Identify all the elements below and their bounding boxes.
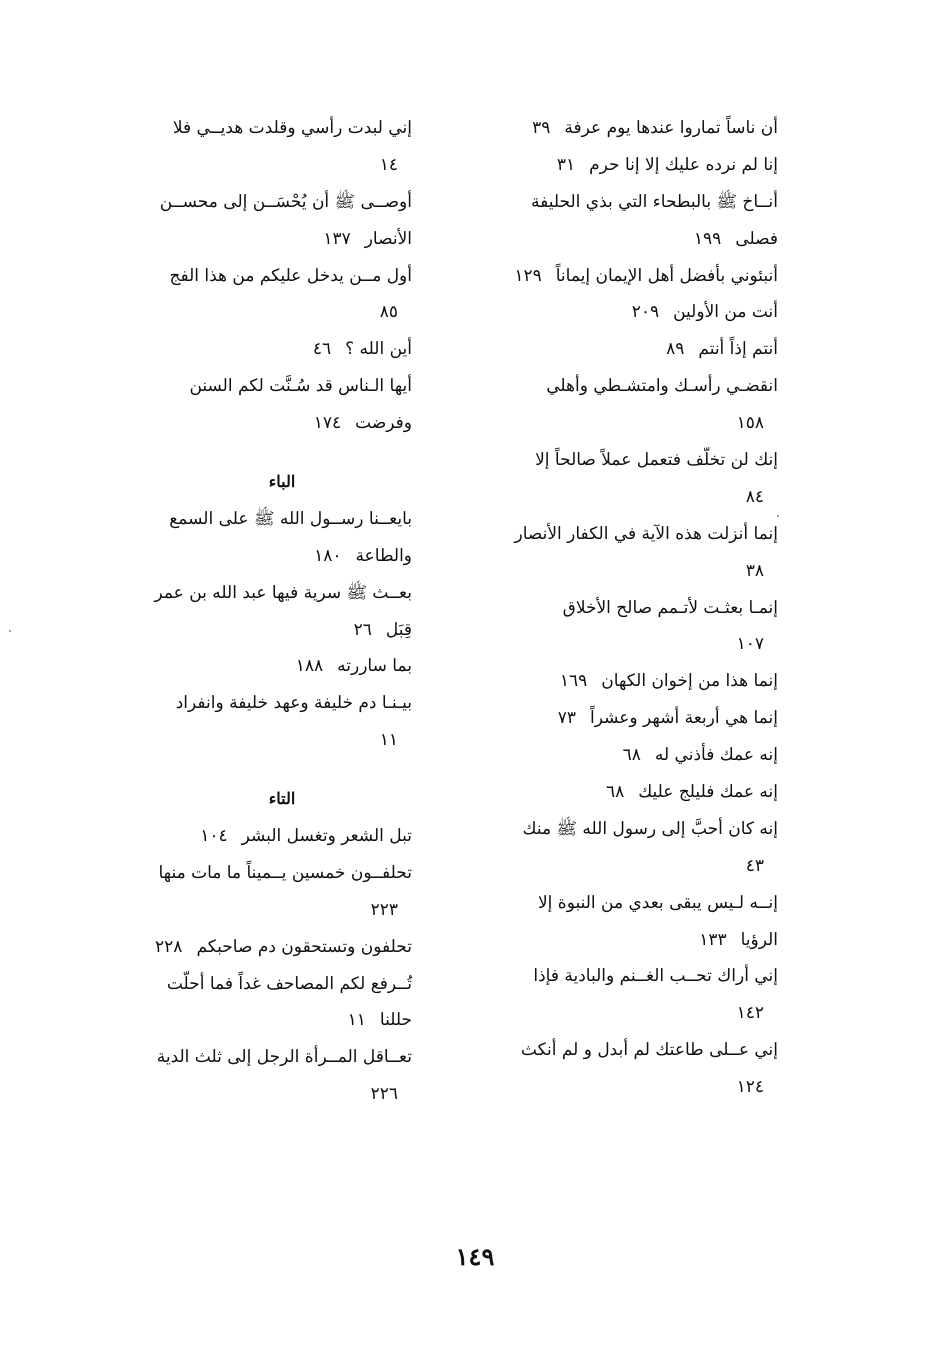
entry-text: إنا لم نرده عليك إلا إنا حرم bbox=[589, 154, 778, 175]
page-reference: ١٣٧ bbox=[323, 228, 351, 249]
index-entry bbox=[518, 294, 778, 331]
index-entry bbox=[518, 553, 778, 590]
entry-text: أنــاخ ﷺ بالبطحاء التي بذي الحليفة bbox=[531, 191, 778, 212]
page-reference: ١٨٨ bbox=[295, 656, 324, 677]
page-reference: ١٦٩ bbox=[559, 671, 588, 692]
index-entry bbox=[152, 405, 412, 442]
entry-text: أول مــن يدخل عليكم من هذا الفج bbox=[169, 265, 412, 286]
index-entry bbox=[518, 405, 778, 442]
index-entry bbox=[152, 575, 412, 612]
entry-text: تحلفون وتستحقون دم صاحبكم bbox=[196, 936, 412, 957]
page-reference: ١٩٩ bbox=[693, 228, 722, 249]
index-entry bbox=[518, 1069, 778, 1106]
right-column bbox=[514, 110, 778, 1106]
scan-speck bbox=[9, 630, 11, 632]
index-entry bbox=[152, 818, 412, 855]
entry-text: أوصــى ﷺ أن يُحْسَــن إلى محســن bbox=[159, 191, 412, 212]
index-entry bbox=[152, 966, 412, 1003]
entry-text: الأنصار bbox=[364, 228, 412, 249]
index-entry bbox=[518, 479, 778, 516]
page-reference: ١٧٤ bbox=[313, 413, 342, 434]
entry-text: وفرضت bbox=[355, 413, 412, 434]
page-reference: ١١ bbox=[379, 730, 398, 751]
entry-text: أيها الـناس قد سُـنَّت لكم السنن bbox=[189, 376, 412, 397]
index-entry bbox=[152, 648, 412, 685]
index-entry bbox=[152, 929, 412, 966]
entry-text: فصلى bbox=[735, 228, 778, 249]
index-entry bbox=[518, 590, 778, 627]
page-reference: ١٥٨ bbox=[736, 413, 764, 434]
index-entry bbox=[152, 538, 412, 575]
index-entry bbox=[518, 147, 778, 184]
page-reference: ٣٩ bbox=[532, 118, 551, 138]
page-reference: ١٢٩ bbox=[514, 265, 542, 286]
entry-text: أين الله ؟ bbox=[345, 339, 412, 360]
entry-text: الرؤيا bbox=[740, 929, 778, 950]
entry-text: والطاعة bbox=[355, 545, 412, 566]
entry-text: إنما هي أربعة أشهر وعشراً bbox=[590, 708, 778, 729]
entry-text: إنه عمك فأذني له bbox=[654, 745, 778, 766]
entry-text: إنك لن تخلّف فتعمل عملاً صالحاً إلا bbox=[535, 450, 778, 471]
page-reference: ١٨٠ bbox=[314, 545, 342, 566]
index-entry bbox=[518, 184, 778, 221]
entry-text: حللنا bbox=[379, 1010, 412, 1031]
index-entry bbox=[518, 663, 778, 700]
index-entry bbox=[152, 855, 412, 892]
left-column-alif-continued bbox=[152, 110, 412, 442]
index-entry bbox=[518, 110, 778, 147]
entry-text: تُــرفع لكم المصاحف غداً فما أحلّت bbox=[166, 973, 412, 994]
index-entry bbox=[152, 147, 412, 184]
index-entry bbox=[152, 722, 412, 759]
page-reference: ٨٥ bbox=[379, 302, 398, 323]
page-reference: ٦٨ bbox=[605, 782, 625, 803]
index-entry bbox=[152, 1002, 412, 1039]
section-heading-ta: التاء bbox=[268, 789, 296, 809]
entry-text: أنبئوني بأفضل أهل الإيمان إيماناً bbox=[555, 265, 778, 286]
page-reference: ٨٩ bbox=[666, 339, 685, 360]
index-entry bbox=[518, 368, 778, 405]
page-reference: ٦٨ bbox=[622, 745, 641, 766]
index-entry bbox=[518, 700, 778, 737]
section-ba-list bbox=[152, 501, 412, 759]
page-reference: ٧٣ bbox=[557, 708, 576, 729]
page-reference: ٣٨ bbox=[745, 560, 764, 581]
index-entry bbox=[514, 258, 778, 295]
index-entry bbox=[152, 685, 412, 722]
entry-text: أن ناساً تماروا عندها يوم عرفة bbox=[564, 118, 778, 138]
entry-text: إني لبدت رأسي وقلدت هديــي فلا bbox=[172, 118, 412, 138]
page-reference: ١١ bbox=[347, 1010, 366, 1031]
page-reference: ٢٦ bbox=[353, 619, 372, 640]
index-entry bbox=[152, 1076, 412, 1113]
entry-text: بما ساررته bbox=[337, 656, 412, 677]
index-entry bbox=[518, 958, 778, 995]
entry-text: إنــه لـيس يبقى بعدي من النبوة إلا bbox=[537, 892, 778, 913]
section-ta-list bbox=[152, 818, 412, 1113]
index-entry bbox=[518, 995, 778, 1032]
index-entry bbox=[518, 811, 778, 848]
index-entry bbox=[152, 221, 412, 258]
page-reference: ٣١ bbox=[556, 154, 576, 175]
page-reference: ١٠٤ bbox=[200, 826, 228, 847]
entry-text: إنما هذا من إخوان الكهان bbox=[601, 671, 778, 692]
entry-text: بيـنـا دم خليفة وعهد خليفة وانفراد bbox=[175, 693, 412, 714]
page-reference: ٢٢٦ bbox=[370, 1084, 398, 1105]
index-entry bbox=[152, 294, 412, 331]
entry-text: بعــث ﷺ سرية فيها عبد الله بن عمر bbox=[154, 582, 412, 603]
page-reference: ٢٠٩ bbox=[631, 302, 660, 323]
index-entry bbox=[514, 516, 778, 553]
entry-text: بايعــنا رســول الله ﷺ على السمع bbox=[169, 508, 412, 529]
index-entry bbox=[518, 737, 778, 774]
left-column bbox=[152, 110, 412, 1113]
index-entry bbox=[152, 331, 412, 368]
index-entry bbox=[518, 442, 778, 479]
page-reference: ١٤ bbox=[379, 154, 398, 175]
page-reference: ١٠٧ bbox=[736, 634, 764, 655]
entry-text: إنما أنزلت هذه الآية في الكفار الأنصار bbox=[514, 523, 778, 544]
entry-text: إني عــلى طاعتك لم أبدل و لم أنكث bbox=[520, 1040, 778, 1061]
index-entry bbox=[152, 258, 412, 295]
entry-text: إنه كان أحبَّ إلى رسول الله ﷺ منك bbox=[522, 818, 778, 839]
index-entry bbox=[518, 626, 778, 663]
entry-text: إني أراك تحــب الغــنم والبادية فإذا bbox=[533, 966, 778, 987]
index-entry bbox=[152, 612, 412, 649]
index-entry bbox=[518, 1032, 778, 1069]
index-entry bbox=[518, 221, 778, 258]
index-entry bbox=[518, 922, 778, 959]
page-number: ١٤٩ bbox=[455, 1242, 495, 1271]
index-entry bbox=[518, 885, 778, 922]
entry-text: انقضـي رأسـك وامتشـطي وأهلي bbox=[546, 376, 778, 397]
page-reference: ٢٢٨ bbox=[155, 936, 183, 957]
entry-text: إنمـا بعثـت لأتـمم صالح الأخلاق bbox=[562, 597, 778, 618]
index-entry bbox=[518, 774, 778, 811]
page-reference: ٢٢٣ bbox=[370, 899, 398, 920]
index-entry bbox=[152, 184, 412, 221]
entry-text: قِبَل bbox=[385, 619, 412, 640]
index-entry bbox=[152, 368, 412, 405]
index-entry bbox=[152, 110, 412, 147]
page-reference: ٤٦ bbox=[312, 339, 332, 360]
section-heading-ba: الباء bbox=[268, 472, 296, 492]
entry-text: إنه عمك فليلج عليك bbox=[638, 782, 778, 803]
entry-text: تعــاقل المــرأة الرجل إلى ثلث الدية bbox=[156, 1047, 412, 1068]
page-reference: ٤٣ bbox=[745, 855, 764, 876]
index-entry bbox=[518, 331, 778, 368]
index-entry bbox=[152, 1039, 412, 1076]
entry-text: تحلفــون خمسين يــميناً ما مات منها bbox=[158, 862, 412, 883]
page-reference: ١٢٤ bbox=[736, 1077, 764, 1098]
index-entry bbox=[152, 501, 412, 538]
entry-text: أنتم إذاً أنتم bbox=[698, 339, 778, 360]
page-reference: ٨٤ bbox=[745, 486, 764, 507]
page-reference: ١٤٢ bbox=[736, 1003, 764, 1024]
entry-text: تبل الشعر وتغسل البشر bbox=[241, 826, 412, 847]
index-entry bbox=[518, 848, 778, 885]
entry-text: أنت من الأولين bbox=[673, 302, 778, 323]
page-reference: ١٣٣ bbox=[699, 929, 727, 950]
index-entry bbox=[152, 892, 412, 929]
scan-speck bbox=[777, 515, 779, 517]
